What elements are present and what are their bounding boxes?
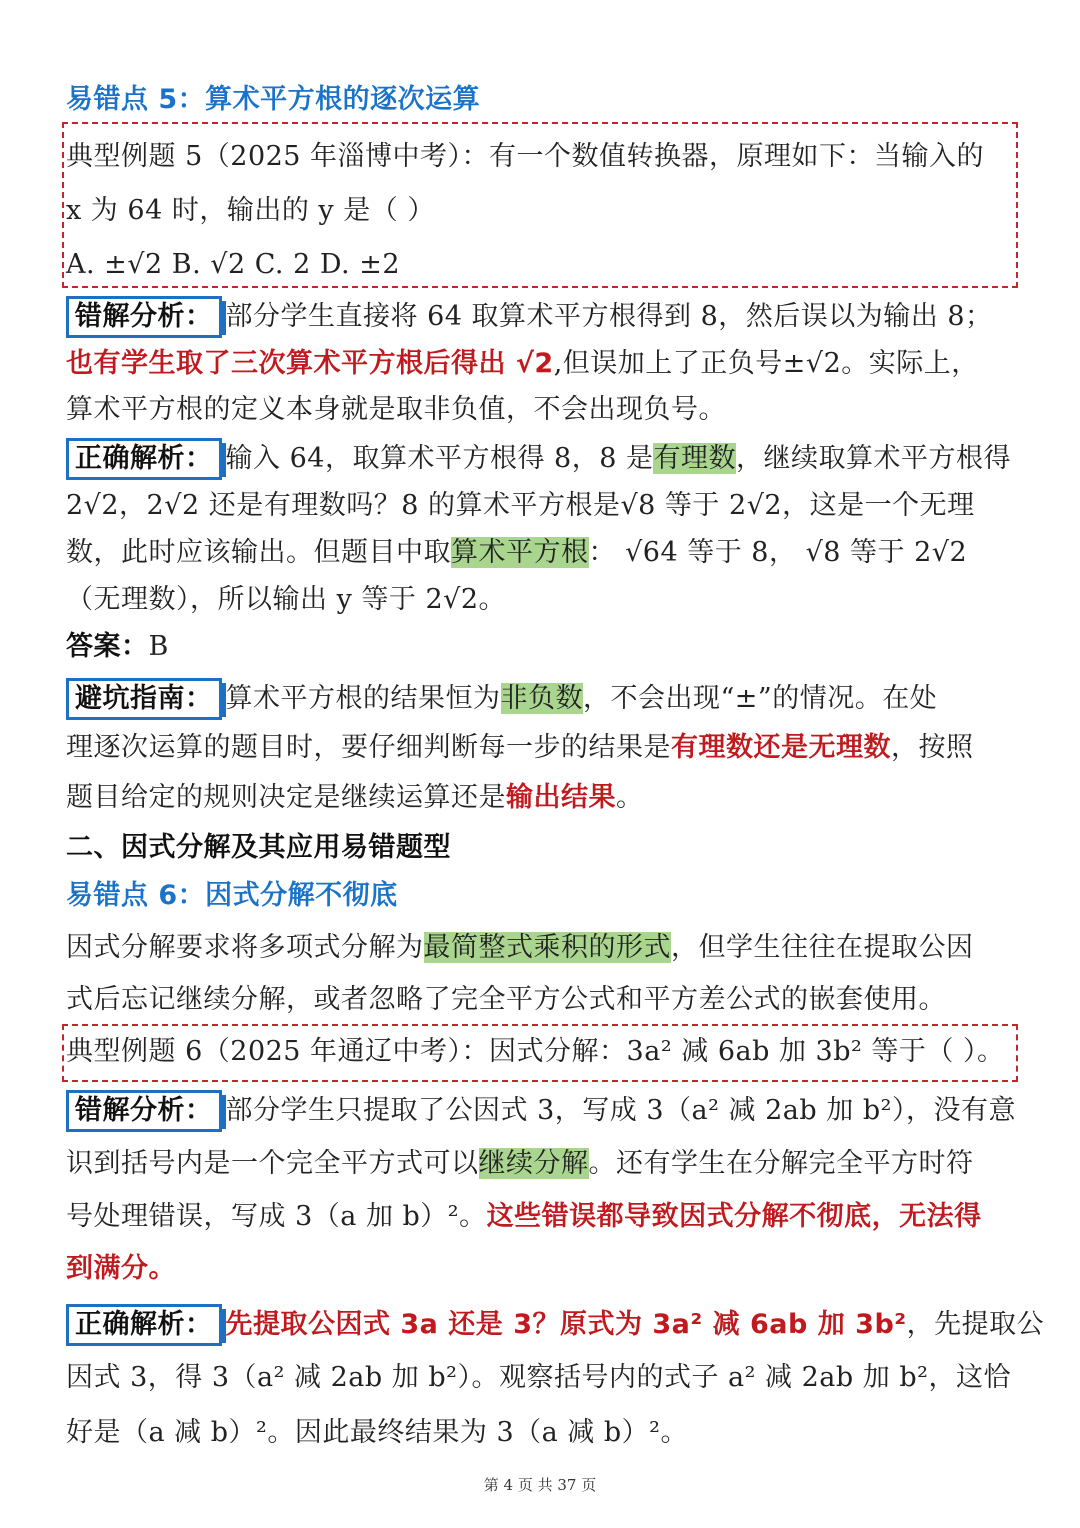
highlight-rational-number: 有理数 [653,443,736,474]
error-analysis-5-red-text: 也有学生取了三次算术平方根后得出 √2 [66,348,554,379]
error-analysis-5-text-1: 部分学生直接将 64 取算术平方根得到 8，然后误以为输出 8； [225,301,993,332]
correct-analysis-5-line-3 [66,533,967,573]
tips-text-1b: ，不会出现“±”的情况。在处 [583,683,938,714]
error-analysis-5-line-1 [66,296,993,338]
highlight-nonnegative: 非负数 [500,683,583,714]
tips-line-1 [66,678,937,720]
intro-6-line-2: 式后忘记继续分解，或者忽略了完全平方公式和平方差公式的嵌套使用。 [66,984,946,1015]
tips-text-3a: 题目给定的规则决定是继续运算还是 [66,782,506,813]
tips-text-3b: 。 [616,782,644,813]
answer-value: B [148,631,169,662]
correct-analysis-5-text-3a: 数，此时应该输出。但题目中取 [66,537,451,568]
highlight-continue-factor: 继续分解 [478,1148,589,1179]
correct-analysis-6-line-2: 因式 3，得 3（a² 减 2ab 加 b²）。观察括号内的式子 a² 减 2ab 加 b²，这恰 [66,1362,1011,1393]
error-analysis-6-line-4: 到满分。 [66,1253,176,1284]
error-analysis-6-line-1 [66,1090,1016,1132]
error-analysis-6-red-text-3: 这些错误都导致因式分解不彻底，无法得 [486,1201,982,1232]
correct-analysis-5-line-1 [66,438,1011,480]
tips-text-2a: 理逐次运算的题目时，要仔细判断每一步的结果是 [66,732,671,763]
correct-analysis-5-text-1a: 输入 64，取算术平方根得 8，8 是 [225,443,654,474]
tips-red-text-2: 有理数还是无理数 [671,732,891,763]
section-6-title: 易错点 6：因式分解不彻底 [66,880,398,911]
intro-6-text-1a: 因式分解要求将多项式分解为 [66,932,424,963]
tips-red-text-3: 输出结果 [506,782,616,813]
correct-analysis-6-line-3: 好是（a 减 b）²。因此最终结果为 3（a 减 b）²。 [66,1417,688,1448]
intro-6-line-1 [66,928,974,968]
answer-label: 答案： [66,631,149,662]
correct-analysis-5-text-3b: ： √64 等于 8， √8 等于 2√2 [588,537,968,568]
correct-analysis-5-line-4: （无理数），所以输出 y 等于 2√2。 [66,584,507,615]
tips-text-2b: ，按照 [891,732,974,763]
error-analysis-6-line-3 [66,1197,982,1237]
example-5-line-1: 典型例题 5（2025 年淄博中考）：有一个数值转换器，原理如下：当输入的 [66,141,985,172]
correct-analysis-5-text-1b: ，继续取算术平方根得 [735,443,1011,474]
correct-analysis-6-line-1 [66,1304,1044,1346]
error-analysis-5-line-3: 算术平方根的定义本身就是取非负值，不会出现负号。 [66,394,726,425]
error-analysis-6-text-1: 部分学生只提取了公因式 3，写成 3（a² 减 2ab 加 b²），没有意 [225,1095,1016,1126]
error-analysis-5-line-2 [66,344,979,384]
example-5-line-2: x 为 64 时，输出的 y 是（ ） [66,195,435,226]
error-analysis-tag: 错解分析： [66,1090,222,1132]
error-analysis-5-text-2: ,但误加上了正负号±√2。实际上， [553,348,979,379]
tips-line-3 [66,778,644,818]
error-analysis-tag: 错解分析： [66,296,222,338]
error-analysis-6-line-2 [66,1144,974,1184]
correct-analysis-6-text-1b: ，先提取公 [906,1309,1045,1340]
correct-analysis-5-line-2: 2√2，2√2 还是有理数吗？8 的算术平方根是√8 等于 2√2，这是一个无理 [66,490,975,521]
highlight-arithmetic-root: 算术平方根 [451,537,589,568]
intro-6-text-1b: ，但学生往往在提取公因 [671,932,974,963]
correct-analysis-6-red-text: 先提取公因式 3a 还是 3？原式为 3a² 减 6ab 加 3b² [225,1309,907,1340]
tips-text-1a: 算术平方根的结果恒为 [225,683,501,714]
section-5-title: 易错点 5：算术平方根的逐次运算 [66,84,481,115]
correct-analysis-tag: 正确解析： [66,438,222,480]
section-2-title: 二、因式分解及其应用易错题型 [66,832,451,863]
tips-tag: 避坑指南： [66,678,222,720]
error-analysis-6-text-2b: 。还有学生在分解完全平方时符 [588,1148,974,1179]
example-5-options: A. ±√2 B. √2 C. 2 D. ±2 [66,249,400,280]
tips-line-2 [66,728,974,768]
highlight-simplest-product: 最简整式乘积的形式 [423,932,671,963]
example-6-line: 典型例题 6（2025 年通辽中考）：因式分解：3a² 减 6ab 加 3b² 等于（ ）。 [66,1036,1005,1067]
page-footer: 第 4 页 共 37 页 [483,1476,597,1494]
answer-line [66,627,169,667]
correct-analysis-tag: 正确解析： [66,1304,222,1346]
error-analysis-6-text-3a: 号处理错误，写成 3（a 加 b）²。 [66,1201,487,1232]
error-analysis-6-text-2a: 识到括号内是一个完全平方式可以 [66,1148,479,1179]
